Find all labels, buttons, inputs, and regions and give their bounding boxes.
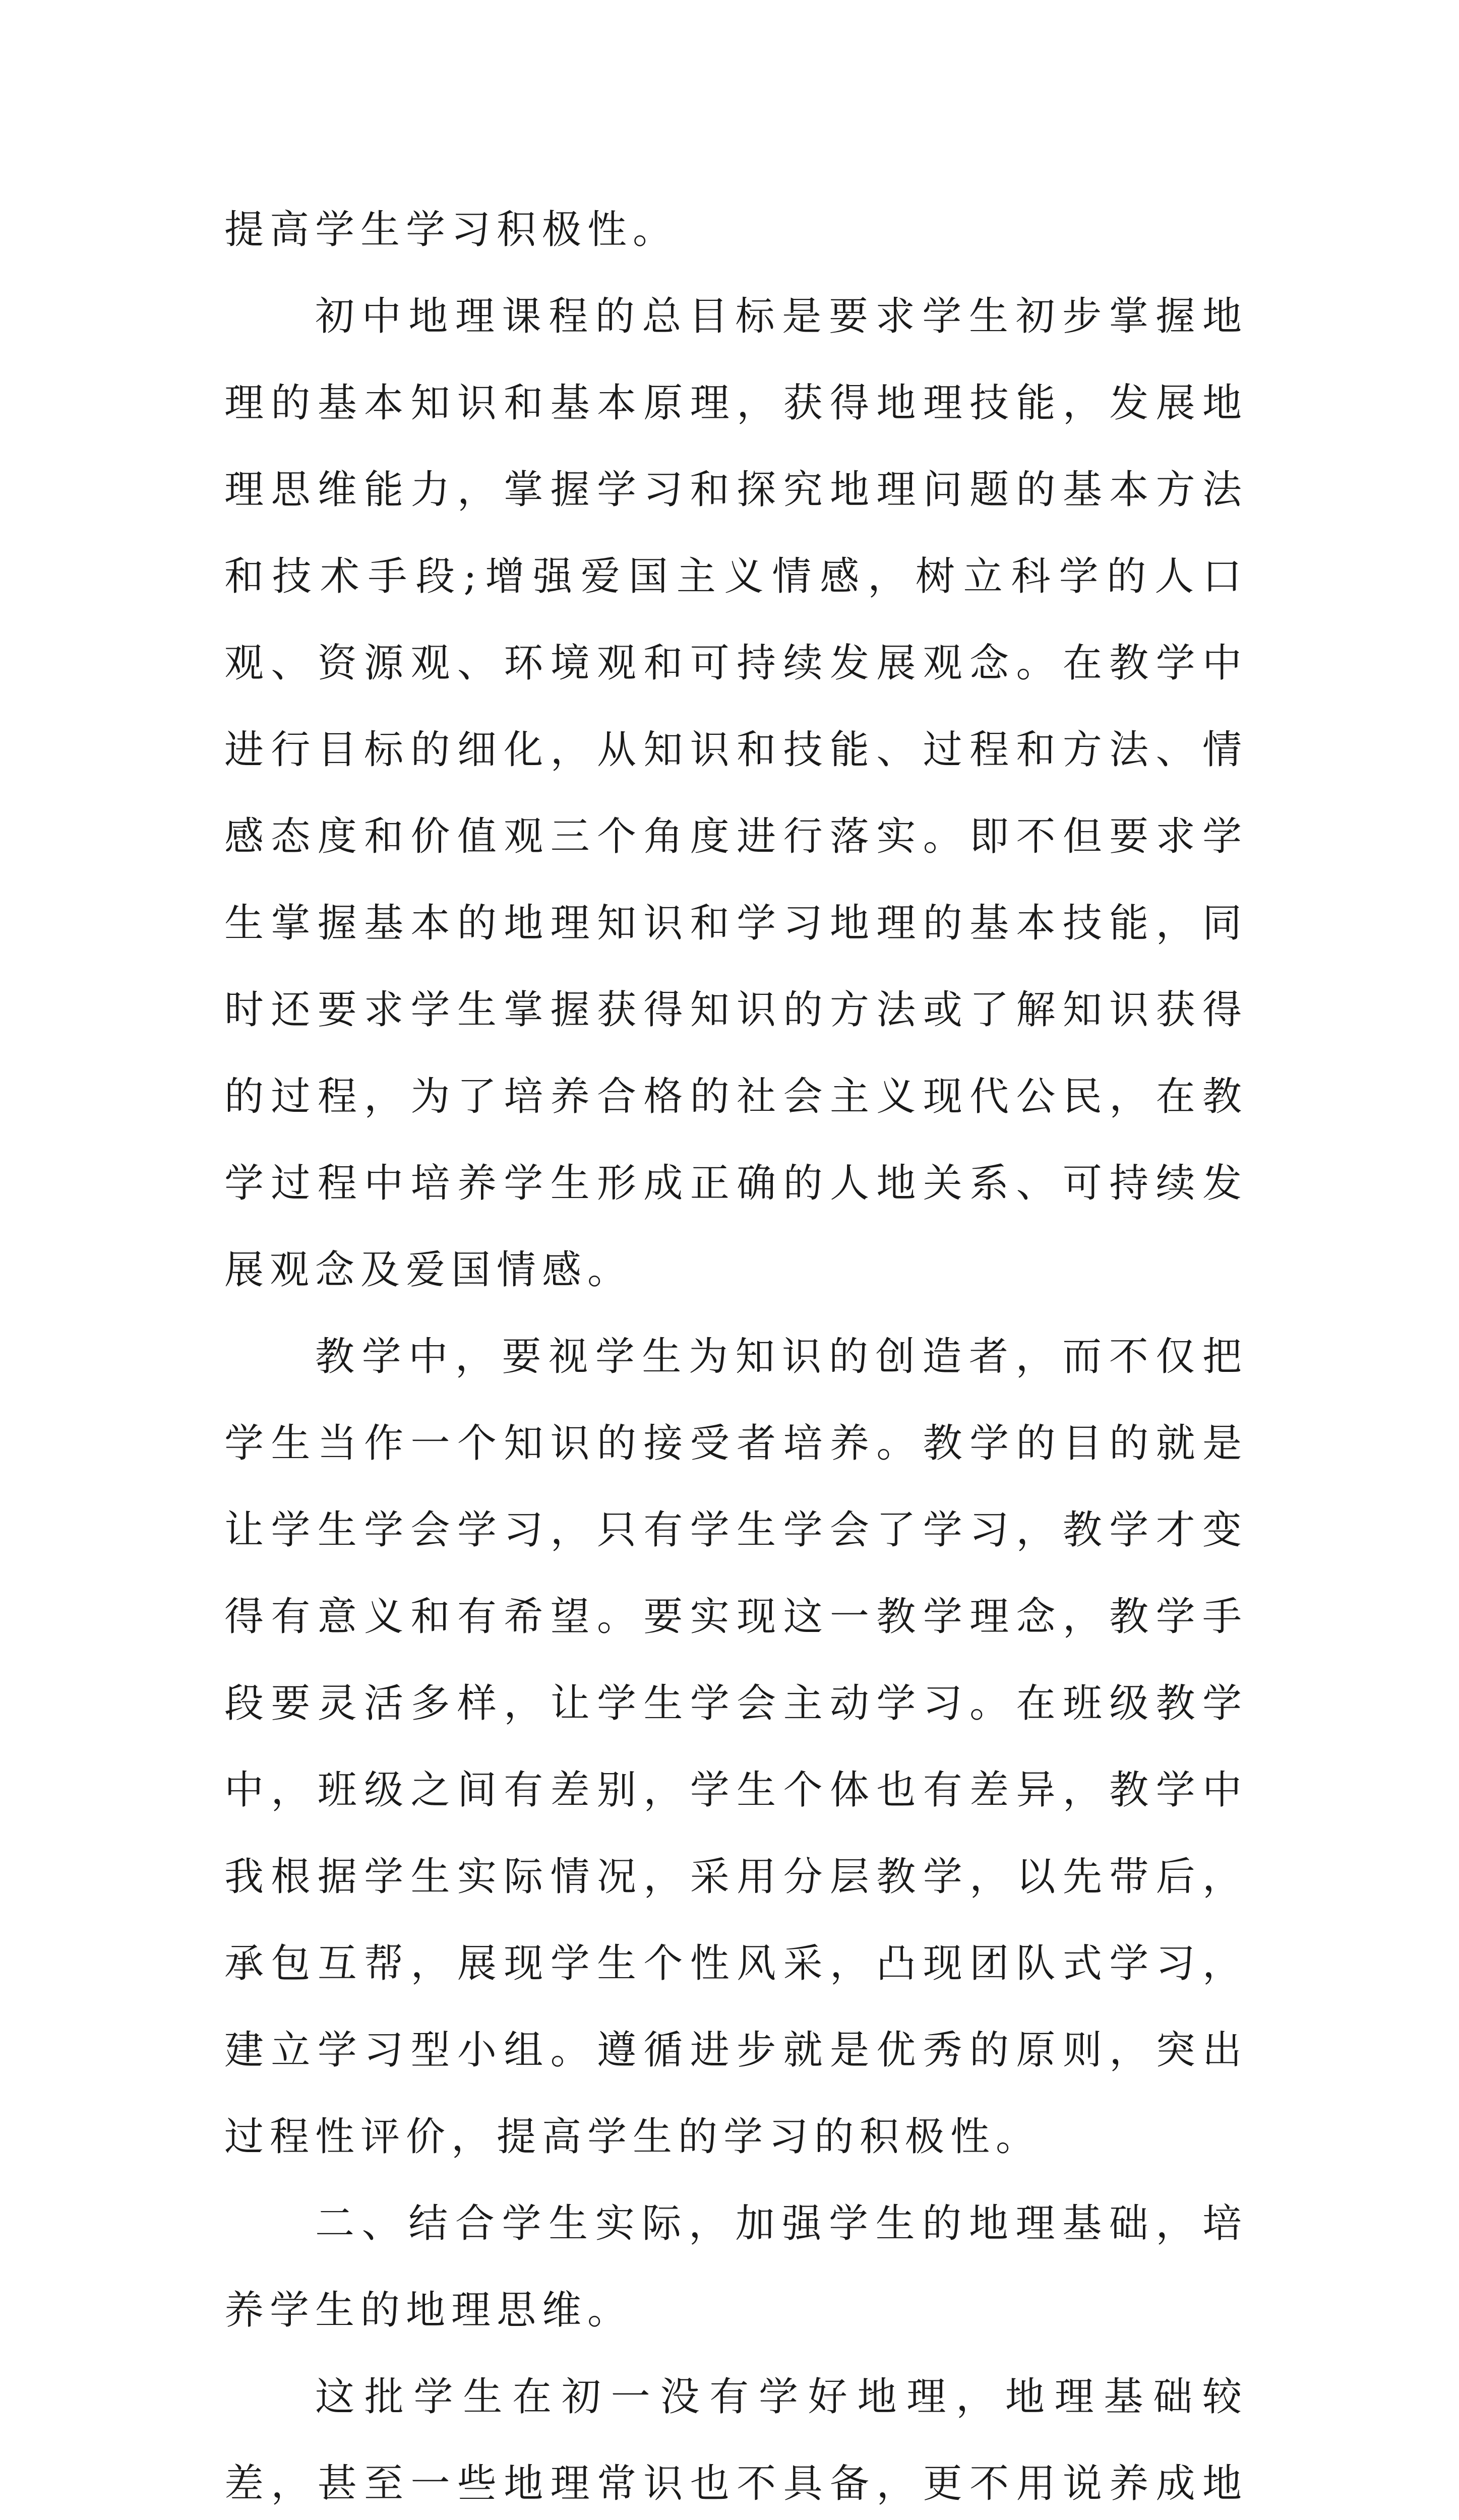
section-heading-two: 二、结合学生实际，加强学生的地理基础，培养学生的地理思维。 [224,2201,1248,2333]
paragraph-continuation: 提高学生学习积极性。 [224,207,679,253]
body-text [224,186,1248,2520]
paragraph-course-goals: 初中地理课程的总目标是要求学生初步掌握地理的基本知识和基本原理，获得地理技能，发展地理思维能力，掌握学习和探究地理问题的基本方法和技术手段;增强爱国主义情感，树立科学的人口观、资源观、环境观和可持续发展观念。在教学中进行目标的细化，从知识和技能、过程和方法、情感态度和价值观三个角度进行落实。即不但要求学生掌握基本的地理知识和学习地理的基本技能，同时还要求学生掌握获得知识的方法或了解知识获得的过程，为了培养合格的社会主义现代公民，在教学过程中培养学生形成正确的人地关系、可持续发展观念及爱国情感。 [224,294,1248,1293]
paragraph-student-basis: 这批学生在初一没有学好地理，地理基础较差，甚至一些地理常识也不具备，更不用说养成地 [224,2374,1248,2506]
paragraph-teaching-approach: 教学中，要视学生为知识的创造者，而不仅把学生当作一个知识的接受者培养。教学的目的就是让学生学会学习，只有学生学会了学习，教学才变得有意义和有希望。要实现这一教学理念，教学手段要灵活多样，让学生学会主动学习。在班级教学中，班级之间有差别，学生个体也有差异，教学中我根据学生实际情况，采用分层教学，以先带后，承包互帮，展现学生个性风采，凸现团队式学习，建立学习型小组。遵循进步就是优秀的原则，突出过程性评价，提高学生的学习的积极性。 [224,1334,1248,2160]
